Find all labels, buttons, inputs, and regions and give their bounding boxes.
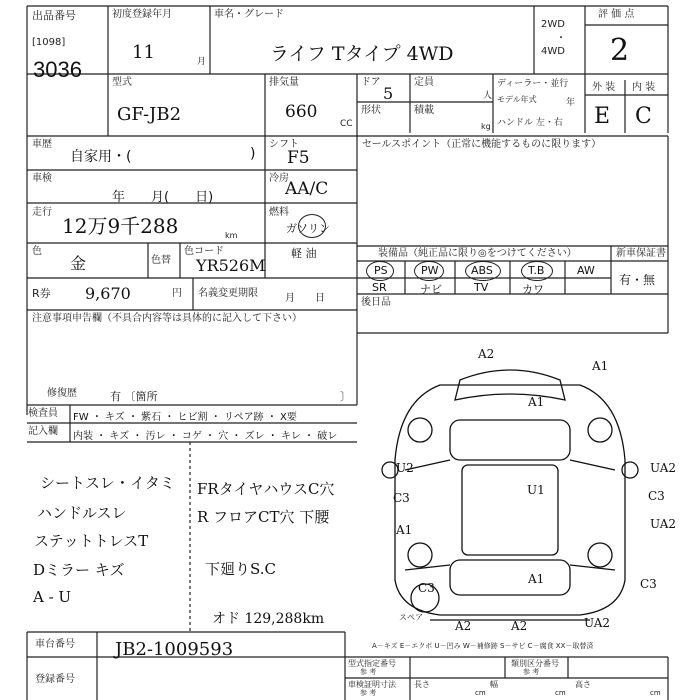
lot-code: [1098] (32, 37, 66, 48)
height-unit: cm (650, 689, 661, 697)
history-close: ) (250, 146, 256, 162)
color-label: 色 (32, 246, 42, 257)
mark-a1-left-rear: A1 (396, 523, 413, 537)
equip-sr: SR (372, 281, 387, 294)
warranty-label: 新車保証書 (616, 248, 666, 259)
repair-label: 修復歴 (47, 388, 77, 399)
mark-c3-right: C3 (648, 489, 665, 503)
name-change-value: 月 日 (285, 293, 325, 304)
inspection-value: 年 月( 日) (112, 190, 214, 205)
capacity-label: 定員 (414, 77, 434, 88)
equip-tv: TV (474, 281, 489, 294)
month-unit: 月 (197, 57, 207, 67)
mark-c3-rear-right: C3 (640, 577, 657, 591)
mileage-label: 走行 (32, 207, 52, 218)
equip-tb-circle (521, 261, 553, 281)
warranty-value: 有・無 (619, 273, 656, 287)
equip-pw-circle (414, 261, 444, 281)
interior-label: 内 装 (632, 82, 656, 93)
mark-u2-left: U2 (396, 461, 414, 475)
mark-a2-rear-center: A2 (511, 619, 528, 633)
car-name-label: 車名・グレード (214, 9, 284, 20)
registration-label: 登録番号 (35, 674, 75, 685)
drive-dot: ・ (556, 33, 566, 44)
remark-left-4: Dミラー キズ (33, 561, 125, 579)
color-code-label: 色コード (184, 246, 224, 257)
interior-grade: C (635, 104, 652, 129)
model-year-label: モデル年式 (497, 95, 537, 104)
selling-points-label: セールスポイント（正常に機能するものに限ります） (362, 139, 602, 150)
fuel-diesel: 軽 油 (291, 247, 317, 260)
width-unit: cm (555, 689, 566, 697)
rear-items-label: 後日品 (361, 297, 391, 308)
remark-right-2: R フロアCT穴 下腰 (197, 508, 330, 526)
equip-pw: PW (421, 264, 439, 277)
mark-u1-roof: U1 (527, 483, 545, 497)
ac-value: AA/C (285, 179, 329, 199)
type-cert-ref: 参 考 (360, 668, 377, 676)
displacement-value: 660 (285, 102, 318, 122)
exterior-label: 外 装 (592, 82, 616, 93)
repair-close: 〕 (340, 390, 351, 403)
fuel-gasoline: ガソリン (286, 222, 330, 235)
name-change-label: 名義変更期限 (198, 288, 258, 299)
dealer-label: ディーラー・並行 (497, 79, 569, 89)
history-label: 車歴 (32, 139, 52, 150)
recycle-value: 9,670 (85, 284, 131, 303)
history-value: 自家用・( (70, 149, 132, 165)
mileage-value: 12万9千288 (62, 214, 179, 238)
length-unit: cm (475, 689, 486, 697)
car-name: ライフ Tタイプ 4WD (270, 43, 454, 65)
length-label: 長さ (414, 680, 430, 689)
door-value: 5 (383, 84, 394, 103)
equip-ps-circle (366, 261, 394, 281)
score-label: 評 価 点 (598, 9, 635, 20)
remark-left-5: A - U (33, 588, 72, 606)
height-label: 高さ (575, 680, 591, 689)
displacement-label: 排気量 (269, 77, 299, 88)
type-cert-label: 型式指定番号 (348, 659, 396, 668)
ac-label: 冷房 (269, 173, 289, 184)
mark-c3-left: C3 (393, 491, 410, 505)
load-label: 積載 (414, 105, 434, 116)
year-unit: 年 (566, 98, 576, 108)
first-registration-month: 11 (132, 42, 155, 63)
mark-c3-spare: C3 (418, 581, 435, 595)
recycle-label: R券 (32, 287, 51, 300)
size-label: 車検証明寸法 (348, 680, 396, 689)
equip-ps: PS (374, 264, 388, 277)
equip-tb: T.B (528, 264, 545, 277)
mark-a2-top: A2 (478, 347, 495, 361)
handle-label: ハンドル 左・右 (497, 118, 563, 128)
kg-unit: kg (481, 122, 491, 131)
remark-left-3: ステットトレスT (34, 532, 149, 550)
mark-a1-hood: A1 (528, 395, 545, 409)
color-change-label: 色替 (151, 255, 171, 266)
damage-legend: A－キズ E－エクボ U－凹み W－補修跡 S－サビ C－腐食 XX－取替済 (372, 642, 594, 650)
door-label: ドア (361, 77, 381, 88)
chassis-label: 車台番号 (35, 639, 75, 650)
exterior-grade: E (594, 104, 611, 129)
remark-left-2: ハンドルスレ (37, 504, 127, 522)
color-code-value: YR526M (196, 256, 266, 275)
inspector-label: 検査員 (28, 408, 58, 419)
class-label: 類別区分番号 (511, 659, 559, 668)
chassis-value: JB2-1009593 (115, 639, 234, 660)
remark-left-1: シートスレ・イタミ (40, 474, 175, 492)
model-value: GF-JB2 (117, 104, 182, 125)
equip-abs: ABS (471, 264, 493, 277)
equip-leather: カワ (522, 283, 544, 296)
yen-unit: 円 (172, 288, 182, 299)
drive-2wd: 2WD (541, 19, 565, 30)
width-label: 幅 (490, 680, 498, 689)
interior-line: 内装 ・ キズ ・ 汚レ ・ コゲ ・ 穴 ・ ズレ ・ キレ ・ 破レ (73, 431, 338, 442)
km-unit: km (225, 231, 238, 240)
mark-a1-top-right: A1 (592, 359, 609, 373)
notes-label: 注意事項申告欄（不具合内容等は具体的に記入して下さい） (32, 313, 302, 324)
drive-4wd: 4WD (541, 46, 565, 57)
mark-ua2-rear-right: UA2 (584, 616, 611, 630)
cc-unit: CC (340, 119, 353, 129)
mark-a1-trunk: A1 (528, 572, 545, 586)
shift-label: シフト (269, 139, 299, 150)
mark-ua2-right-rear: UA2 (650, 517, 677, 531)
class-ref: 参 考 (523, 668, 540, 676)
equipment-label: 装備品（純正品に限り◎をつけてください） (378, 248, 577, 259)
first-registration-label: 初度登録年月 (112, 9, 172, 20)
repair-value: 有 〔箇所 (110, 390, 158, 403)
spare-label: スペア (399, 613, 423, 622)
equip-aw: AW (577, 264, 595, 277)
equip-abs-circle (465, 261, 501, 281)
shape-label: 形状 (361, 105, 381, 116)
color-value: 金 (70, 254, 87, 273)
fw-line: FW ・ キズ ・ 紫石 ・ ヒビ割 ・ リペア跡 ・ X要 (73, 412, 297, 423)
equip-navi: ナビ (420, 283, 442, 296)
remark-right-3: 下廻りS.C (205, 560, 276, 578)
person-unit: 人 (483, 91, 493, 101)
size-ref: 参 考 (360, 689, 377, 697)
lot-label: 出品番号 (32, 9, 76, 22)
inspection-label: 車検 (32, 173, 52, 184)
mark-a2-rear-left: A2 (455, 619, 472, 633)
score-value: 2 (610, 33, 630, 68)
remark-right-1: FRタイヤハウスC穴 (197, 480, 335, 498)
shift-value: F5 (287, 148, 310, 168)
mark-ua2-right: UA2 (650, 461, 677, 475)
remark-right-4: オド 129,288km (212, 611, 325, 627)
lot-number: 3036 (33, 57, 82, 82)
entry-label: 記入欄 (28, 426, 58, 437)
fuel-label: 燃料 (269, 207, 289, 218)
fuel-selected-circle (298, 214, 326, 238)
model-label: 型式 (112, 77, 132, 88)
